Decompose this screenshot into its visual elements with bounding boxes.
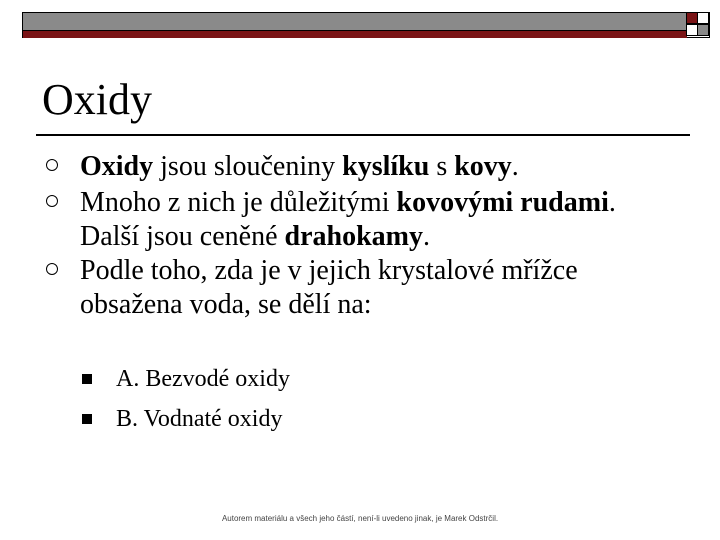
slide-title: Oxidy <box>42 75 152 124</box>
bullet-text-run: Podle toho, zda je v jejich krystalové mřížce obsažena voda, se dělí na: <box>80 255 578 320</box>
bullet-text <box>80 254 680 322</box>
header-band <box>22 12 710 38</box>
bullet-emphasis: kyslíku <box>342 151 430 182</box>
bullet-text-run: . Další jsou ceněné <box>80 187 616 252</box>
corner-square-white <box>697 12 709 24</box>
title-underline <box>36 134 690 136</box>
bullet-emphasis: Oxidy <box>80 151 154 182</box>
footer-author-note: Autorem materiálu a všech jeho částí, není-li uvedeno jinak, je Marek Odstrčil. <box>221 514 499 523</box>
bullet-text-run: Mnoho z nich je důležitými <box>80 187 397 218</box>
subbullet-text: B. Vodnaté oxidy <box>116 406 283 432</box>
subbullet-text: A. Bezvodé oxidy <box>116 366 290 392</box>
bullet-text-run: s <box>429 151 455 182</box>
bullet-text-run: . <box>511 151 519 182</box>
bullet-text <box>80 150 680 184</box>
bullet-text-run: . <box>422 221 430 252</box>
hollow-circle-bullet-icon <box>46 159 58 171</box>
header-band-red <box>23 31 687 38</box>
corner-square-gray <box>697 24 709 36</box>
bullet-emphasis: drahokamy <box>284 221 423 252</box>
filled-square-bullet-icon <box>82 374 92 384</box>
header-band-gray <box>23 13 687 31</box>
bullet-text <box>80 186 680 254</box>
hollow-circle-bullet-icon <box>46 263 58 275</box>
corner-squares-decoration <box>686 12 710 38</box>
filled-square-bullet-icon <box>82 414 92 424</box>
bullet-emphasis: kovovými rudami <box>396 187 609 218</box>
bullet-emphasis: kovy <box>454 151 512 182</box>
hollow-circle-bullet-icon <box>46 195 58 207</box>
bullet-text-run: jsou sloučeniny <box>153 151 343 182</box>
